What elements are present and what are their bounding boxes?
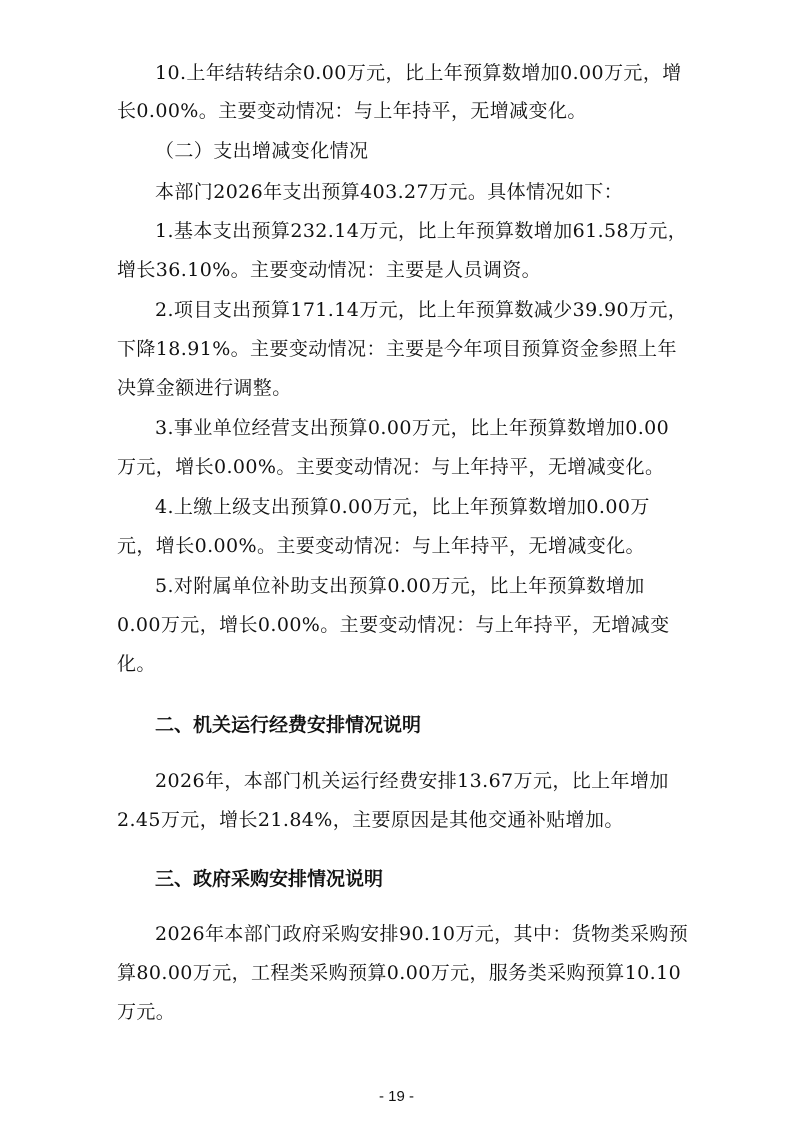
paragraph-line: 化。 [117, 653, 156, 675]
paragraph-line: 元，增长0.00%。主要变动情况：与上年持平，无增减变化。 [117, 535, 645, 557]
paragraph-line: 本部门2026年支出预算403.27万元。具体情况如下： [155, 181, 624, 203]
paragraph-line: 2.45万元，增长21.84%，主要原因是其他交通补贴增加。 [117, 809, 624, 831]
paragraph-line: 2.项目支出预算171.14万元，比上年预算数减少39.90万元， [155, 299, 688, 321]
paragraph-line: 10.上年结转结余0.00万元，比上年预算数增加0.00万元，增 [155, 62, 682, 84]
paragraph-line: 下降18.91%。主要变动情况：主要是今年项目预算资金参照上年 [117, 338, 677, 360]
section-heading-procurement: 三、政府采购安排情况说明 [155, 868, 384, 890]
section-heading-operating-costs: 二、机关运行经费安排情况说明 [155, 714, 422, 736]
paragraph-line: 0.00万元，增长0.00%。主要变动情况：与上年持平，无增减变 [117, 614, 670, 636]
paragraph-line: 万元，增长0.00%。主要变动情况：与上年持平，无增减变化。 [117, 456, 665, 478]
paragraph-line: 4.上缴上级支出预算0.00万元，比上年预算数增加0.00万 [155, 496, 650, 518]
paragraph-line: 决算金额进行调整。 [117, 377, 292, 399]
paragraph-line: 万元。 [117, 1001, 176, 1023]
paragraph-line: 5.对附属单位补助支出预算0.00万元，比上年预算数增加 [155, 575, 645, 597]
paragraph-line: 2026年，本部门机关运行经费安排13.67万元，比上年增加 [155, 770, 669, 792]
paragraph-line: 2026年本部门政府采购安排90.10万元，其中：货物类采购预 [155, 923, 689, 945]
page-number: - 19 - [378, 1088, 414, 1105]
paragraph-line: 1.基本支出预算232.14万元，比上年预算数增加61.58万元， [155, 220, 688, 242]
paragraph-line: 算80.00万元，工程类采购预算0.00万元，服务类采购预算10.10 [117, 962, 682, 984]
paragraph-line: 增长36.10%。主要变动情况：主要是人员调资。 [117, 259, 542, 281]
paragraph-line: 3.事业单位经营支出预算0.00万元，比上年预算数增加0.00 [155, 417, 670, 439]
paragraph-line: 长0.00%。主要变动情况：与上年持平，无增减变化。 [117, 100, 587, 122]
subheading-expenditure-change: （二）支出增减变化情况 [155, 140, 369, 162]
